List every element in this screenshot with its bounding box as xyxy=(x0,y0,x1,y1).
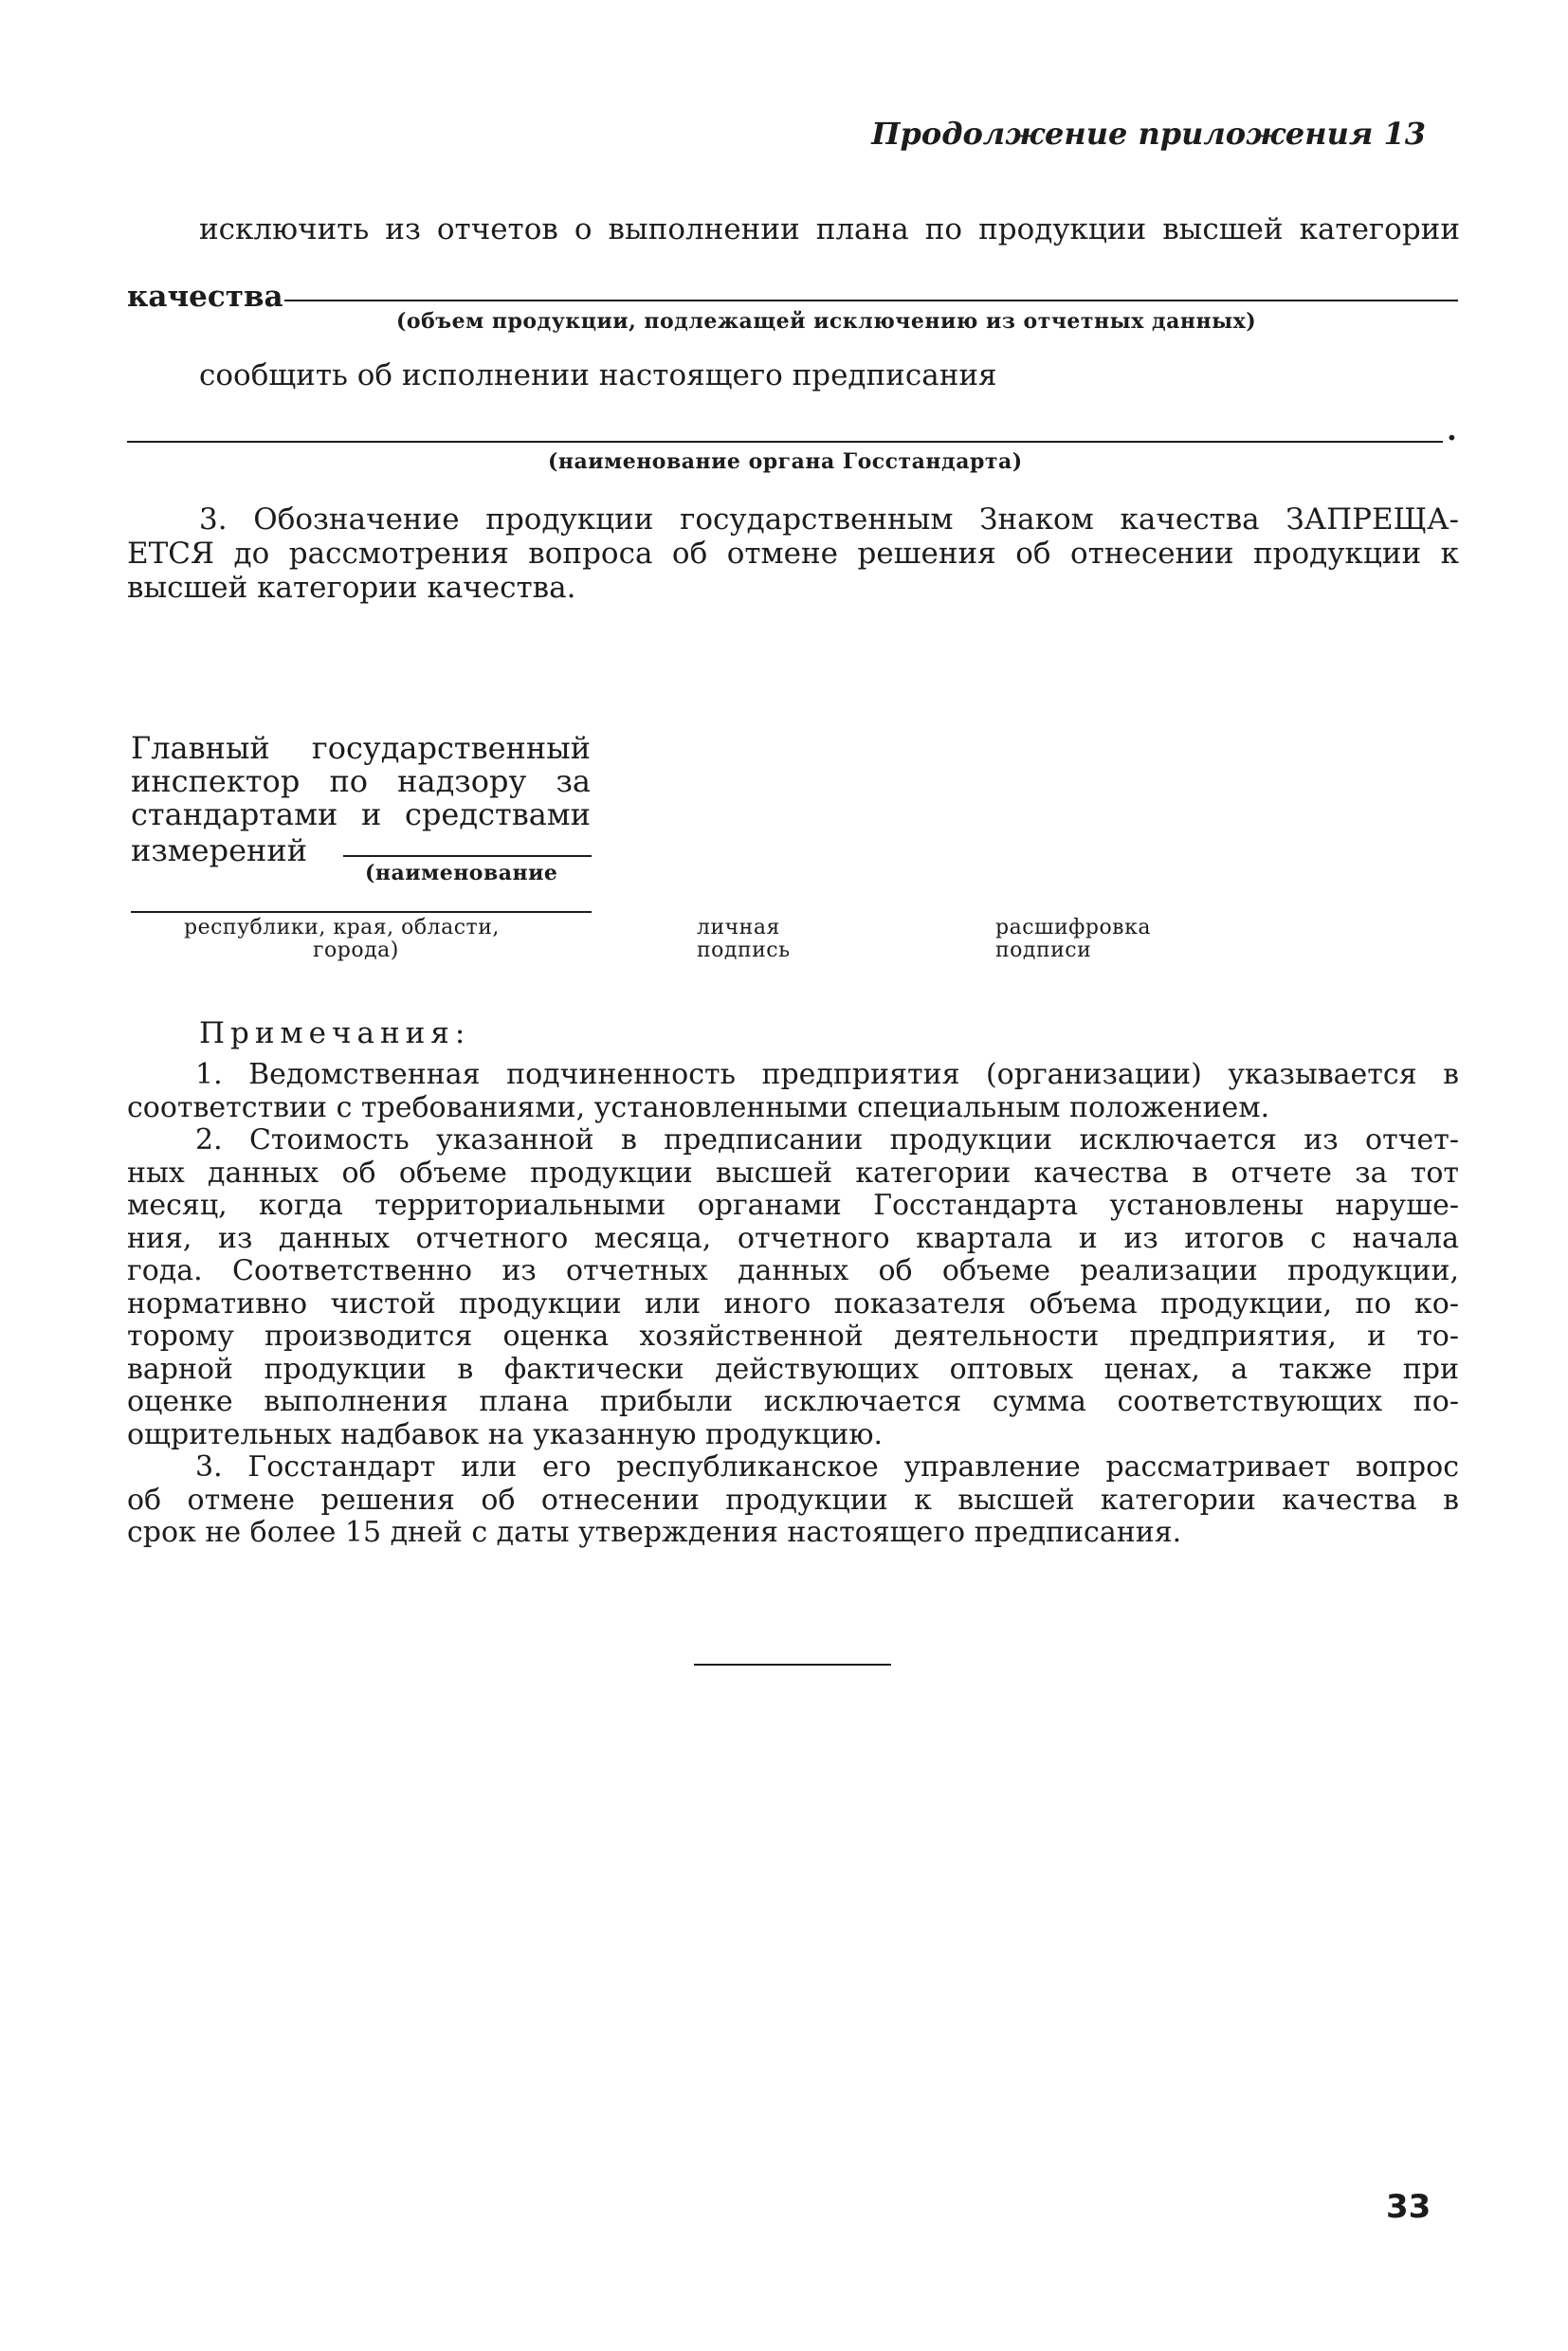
caption-volume: (объем продукции, подлежащей исключению из отчетных данных) xyxy=(396,309,1257,334)
item3-line-3: высшей категории качества. xyxy=(127,571,576,605)
signature-title-line-3: стандартами и средствами xyxy=(131,796,591,832)
report-line: сообщить об исполнении настоящего предписания xyxy=(199,358,997,392)
end-divider xyxy=(694,1664,891,1666)
notes-line: ных данных об объеме продукции высшей категории качества в отчете за тот xyxy=(127,1156,1459,1190)
signature-title-line-1: Главный государственный xyxy=(131,730,591,766)
signature-title-line-4: измерений xyxy=(131,832,308,868)
notes-line: варной продукции в фактически действующих оптовых ценах, а также при xyxy=(127,1352,1459,1386)
caption-personal-2: подпись xyxy=(697,939,791,962)
item3-line-1: 3. Обозначение продукции государственным Знаком качества ЗАПРЕЩА- xyxy=(199,502,1459,537)
caption-decode-1: расшифровка xyxy=(995,916,1151,939)
notes-line: оценке выполнения плана прибыли исключается сумма соответствующих по- xyxy=(127,1385,1459,1418)
notes-line: срок не более 15 дней с даты утверждения настоящего предписания. xyxy=(127,1516,1182,1549)
notes-line: ния, из данных отчетного месяца, отчетного квартала и из итогов с начала xyxy=(127,1221,1459,1255)
notes-body xyxy=(127,1059,1459,1550)
caption-personal-1: личная xyxy=(697,916,780,939)
notes-line: 3. Госстандарт или его республиканское управление рассматривает вопрос xyxy=(195,1450,1459,1484)
organ-fill-line xyxy=(127,441,1443,443)
notes-line: нормативно чистой продукции или иного показателя объема продукции, по ко- xyxy=(127,1286,1459,1321)
signature-title-line-2: инспектор по надзору за xyxy=(131,763,591,799)
notes-line: ощрительных надбавок на указанную продукцию. xyxy=(127,1417,884,1451)
caption-name: (наименование xyxy=(365,861,558,885)
notes-line: об отмене решения об отнесении продукции к высшей категории качества в xyxy=(127,1483,1459,1517)
exclude-line-1: исключить из отчетов о выполнении плана по продукции высшей категории xyxy=(199,212,1460,246)
page-number: 33 xyxy=(1386,2188,1431,2226)
notes-line: торому производится оценка хозяйственной деятельности предприятия, и то- xyxy=(127,1320,1459,1353)
organ-trailing-dot: . xyxy=(1447,413,1457,447)
notes-line: соответствии с требованиями, установленными специальным положением. xyxy=(127,1090,1270,1124)
caption-city: города) xyxy=(313,939,399,962)
caption-region: республики, края, области, xyxy=(184,916,500,939)
signature-title xyxy=(131,732,591,831)
signature-region-fill-line xyxy=(131,911,592,913)
page-header-continuation: Продолжение приложения 13 xyxy=(871,116,1426,152)
volume-fill-line xyxy=(284,300,1458,301)
caption-decode-2: подписи xyxy=(995,939,1092,962)
notes-line: 1. Ведомственная подчиненность предприятия (организации) указывается в xyxy=(195,1058,1459,1091)
signature-name-fill-line xyxy=(343,855,592,857)
caption-organ: (наименование органа Госстандарта) xyxy=(548,449,1023,474)
item3-paragraph xyxy=(127,502,1459,605)
notes-line: года. Соответственно из отчетных данных об объеме реализации продукции, xyxy=(127,1254,1459,1287)
notes-line: 2. Стоимость указанной в предписании продукции исключается из отчет- xyxy=(195,1123,1459,1157)
item3-line-2: ЕТСЯ до рассмотрения вопроса об отмене решения об отнесении продукции к xyxy=(127,537,1459,571)
notes-heading: Примечания: xyxy=(199,1016,471,1050)
notes-line: месяц, когда территориальными органами Госстандарта установлены наруше- xyxy=(127,1189,1459,1222)
exclude-line-2-lead: качества xyxy=(127,280,283,314)
